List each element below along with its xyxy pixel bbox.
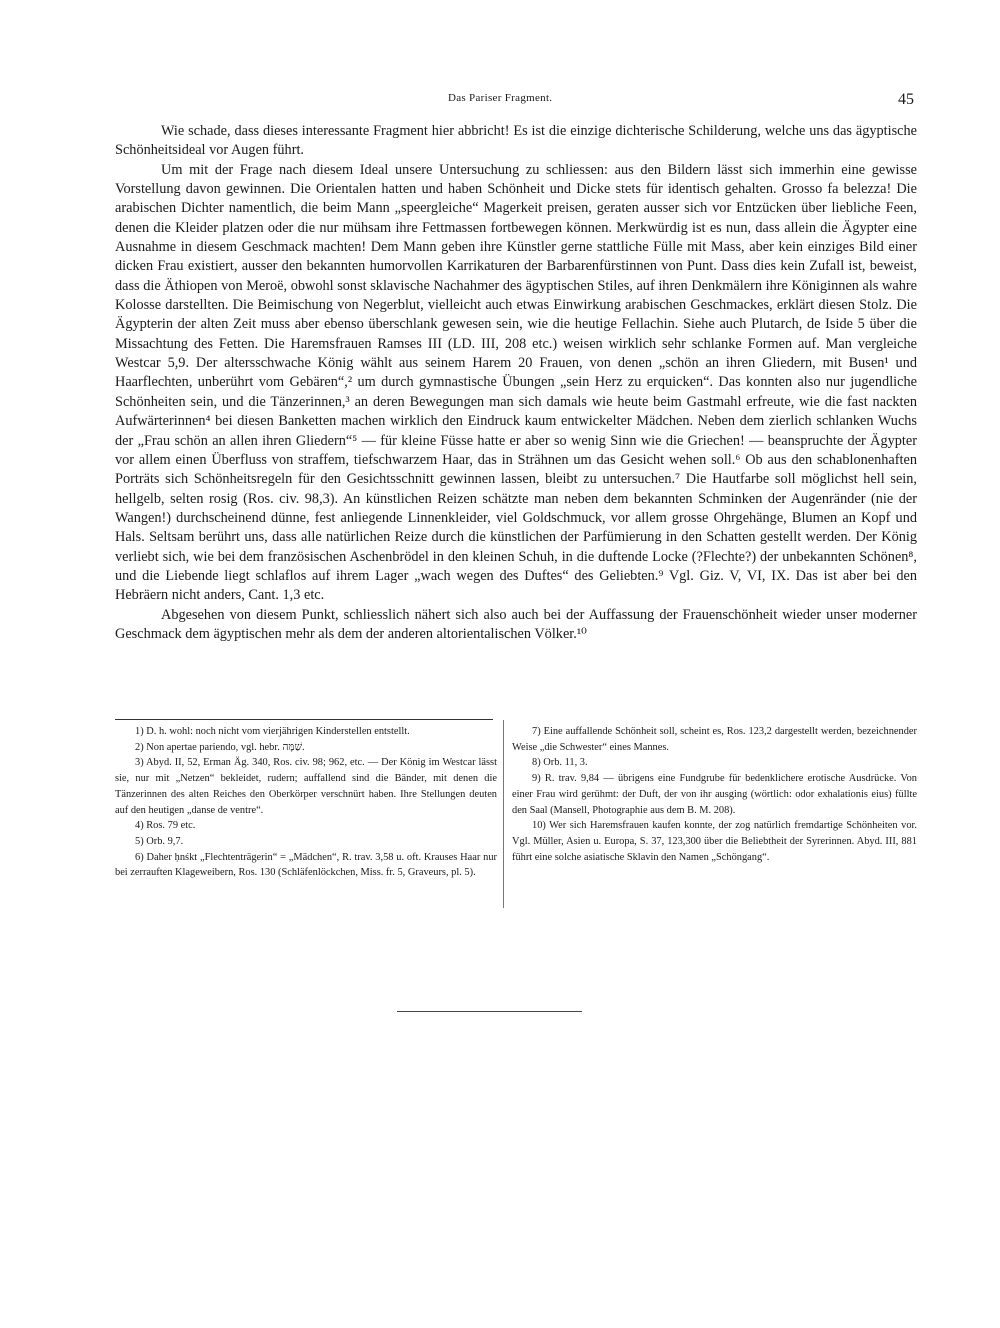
footnote: 6) Daher ḥnśkt „Flechtenträgerin“ = „Mädchen“, R. trav. 3,58 u. oft. Krauses Haar nur bei zerrauften Klageweibern, Ros. 130 (Schläfenlöckchen, Miss. fr. 5, Graveurs, pl. 5). xyxy=(115,851,497,879)
paragraph: Um mit der Frage nach diesem Ideal unsere Untersuchung zu schliessen: aus den Bildern lässt sich immerhin eine gewisse Vorstellung davon gewinnen. Die Orientalen hatten und haben Schönheit und Dicke stets für identisch gehalten. Grosso fa belezza! Die arabischen Dichter namentlich, die beim Mann „speergleiche“ Magerkeit preisen, geraten ausser sich vor Entzücken über liebliche Feen, denen die Kleider platzen oder die nur mühsam ihre Fettmassen fortbewegen können. Merkwürdig ist es nun, dass allein die Ägypter eine Ausnahme in diesem Geschmack machten! Dem Mann geben ihre Künstler gerne stattliche Fülle mit Mass, aber kein einziges Bild einer dicken Frau existiert, ausser den bekannten humorvollen Karrikaturen der Barbarenfürstinnen von Punt. Dass dies kein Zufall ist, beweist, dass die Äthiopen von Meroë, obwohl sonst sklavische Nachahmer des ägyptischen Stiles, auf ihren Denkmälern ihre Königinnen als wahre Kolosse darstellten. Die Beimischung von Negerblut, vielleicht auch etwas Einwirkung arabischen Geschmackes, erklärt diesen Stolz. Die Ägypterin der alten Zeit muss aber ebenso überschlank gewesen sein, wie die heutige Fellachin. Siehe auch Plutarch, de Iside 5 über die Missachtung des Fetten. Die Haremsfrauen Ramses III (LD. III, 208 etc.) weisen wirklich sehr schlanke Formen auf. Man vergleiche Westcar 5,9. Der altersschwache König wählt aus seinem Harem 20 Frauen, von denen „schön an ihren Gliedern, mit Busen¹ und Haarflechten, unberührt vom Gebären“,² um durch gymnastische Übungen „sein Herz zu erquicken“. Das konnten also nur jugendliche Schönheiten sein, und die Tänzerinnen,³ an deren Bewegungen man sich damals wie heute beim Gastmahl erfreute, wie die fast nackten Aufwärterinnen⁴ bei diesen Banketten machen wirklich den Eindruck kaum entwickelter Mädchen. Neben dem zierlich schlanken Wuchs der „Frau schön an allen ihren Gliedern“⁵ — für kleine Füsse hatte er aber so wenig Sinn wie die Griechen! — beanspruchte der Ägypter vor allem einen Überfluss von straffem, tiefschwarzem Haar, das in Strähnen um das Gesicht wehen soll.⁶ Ob aus den schablonenhaften Porträts sich Schönheitsregeln für den Gesichtsschnitt gewinnen lassen, bleibt zu untersuchen.⁷ Die Hautfarbe soll möglichst hell sein, hellgelb, selten rosig (Ros. civ. 98,3). An künstlichen Reizen schätzte man neben dem bekannten Schminken der Augenränder (nie der Wangen!) durchscheinend dünne, fest anliegende Linnenkleider, viel Goldschmuck, vor allem grosse Ohrgehänge, Blumen an Kopf und Hals. Seltsam berührt uns, dass alle natürlichen Reize durch die künstlichen der Parfümierung in den Schatten gestellt werden. Der König verliebt sich, wie bei dem französischen Aschenbrödel in den kleinen Schuh, in die duftende Locke (?Flechte?) der unbekannten Schönen⁸, und die Liebende liegt schlaflos auf ihrem Lager „wach wegen des Duftes“ des Geliebten.⁹ Vgl. Giz. V, VI, IX. Das ist aber bei den Hebräern nicht anders, Cant. 1,3 etc. xyxy=(115,161,917,604)
paragraph: Abgesehen von diesem Punkt, schliesslich nähert sich also auch bei der Auffassung der Frauenschönheit wieder unser moderner Geschmack dem ägyptischen mehr als dem der anderen altorientalischen Völker.¹⁰ xyxy=(115,606,917,642)
footnote: 8) Orb. 11, 3. xyxy=(532,757,588,769)
footnote: 4) Ros. 79 etc. xyxy=(135,820,196,832)
footnote-rule xyxy=(115,719,493,720)
footnote: 1) D. h. wohl: noch nicht vom vierjährigen Kinderstellen entstellt. xyxy=(135,726,410,737)
footnote: 7) Eine auffallende Schönheit soll, scheint es, Ros. 123,2 dargestellt werden, bezeichnender Weise „die Schwester“ eines Mannes. xyxy=(512,726,917,753)
running-head: Das Pariser Fragment. xyxy=(448,92,553,104)
footnote: 3) Abyd. II, 52, Erman Äg. 340, Ros. civ. 98; 962, etc. — Der König im Westcar lässt sie, nur mit „Netzen“ bekleidet, rudern; auffallend sind die Bänder, mit denen die Tänzerinnen des alten Reiches den Oberkörper verschnürt haben. Ihre Stellungen deuten auf den heutigen „danse de ventre“. xyxy=(115,757,497,816)
footnote: 9) R. trav. 9,84 — übrigens eine Fundgrube für bedenklichere erotische Ausdrücke. Von einer Frau wird gerühmt: der Duft, der von ihr ausging (wörtlich: odor exhalationis eius) füllte den Saal (Mansell, Photographie aus dem B. M. 208). xyxy=(512,773,917,816)
footnotes-right-column xyxy=(512,724,917,865)
footnote-column-separator xyxy=(503,720,504,908)
footnote: 10) Wer sich Haremsfrauen kaufen konnte, der zog natürlich fremdartige Schönheiten vor. Vgl. Müller, Asien u. Europa, S. 37, 123,300 über die Beliebtheit der Syrerinnen. Abyd. III, 881 führt eine solche asiatische Sklavin den Namen „Schöngang“. xyxy=(512,820,917,863)
end-rule xyxy=(397,1011,582,1012)
footnote: 2) Non apertae pariendo, vgl. hebr. שַׁמָּה. xyxy=(135,741,305,753)
page-number: 45 xyxy=(898,91,914,108)
paragraph: Wie schade, dass dieses interessante Fragment hier abbricht! Es ist die einzige dichterische Schilderung, welche uns das ägyptische Schönheitsideal vor Augen führt. xyxy=(115,123,917,159)
footnotes-left-column xyxy=(115,724,497,881)
body-text xyxy=(115,122,917,644)
footnote: 5) Orb. 9,7. xyxy=(135,835,184,847)
